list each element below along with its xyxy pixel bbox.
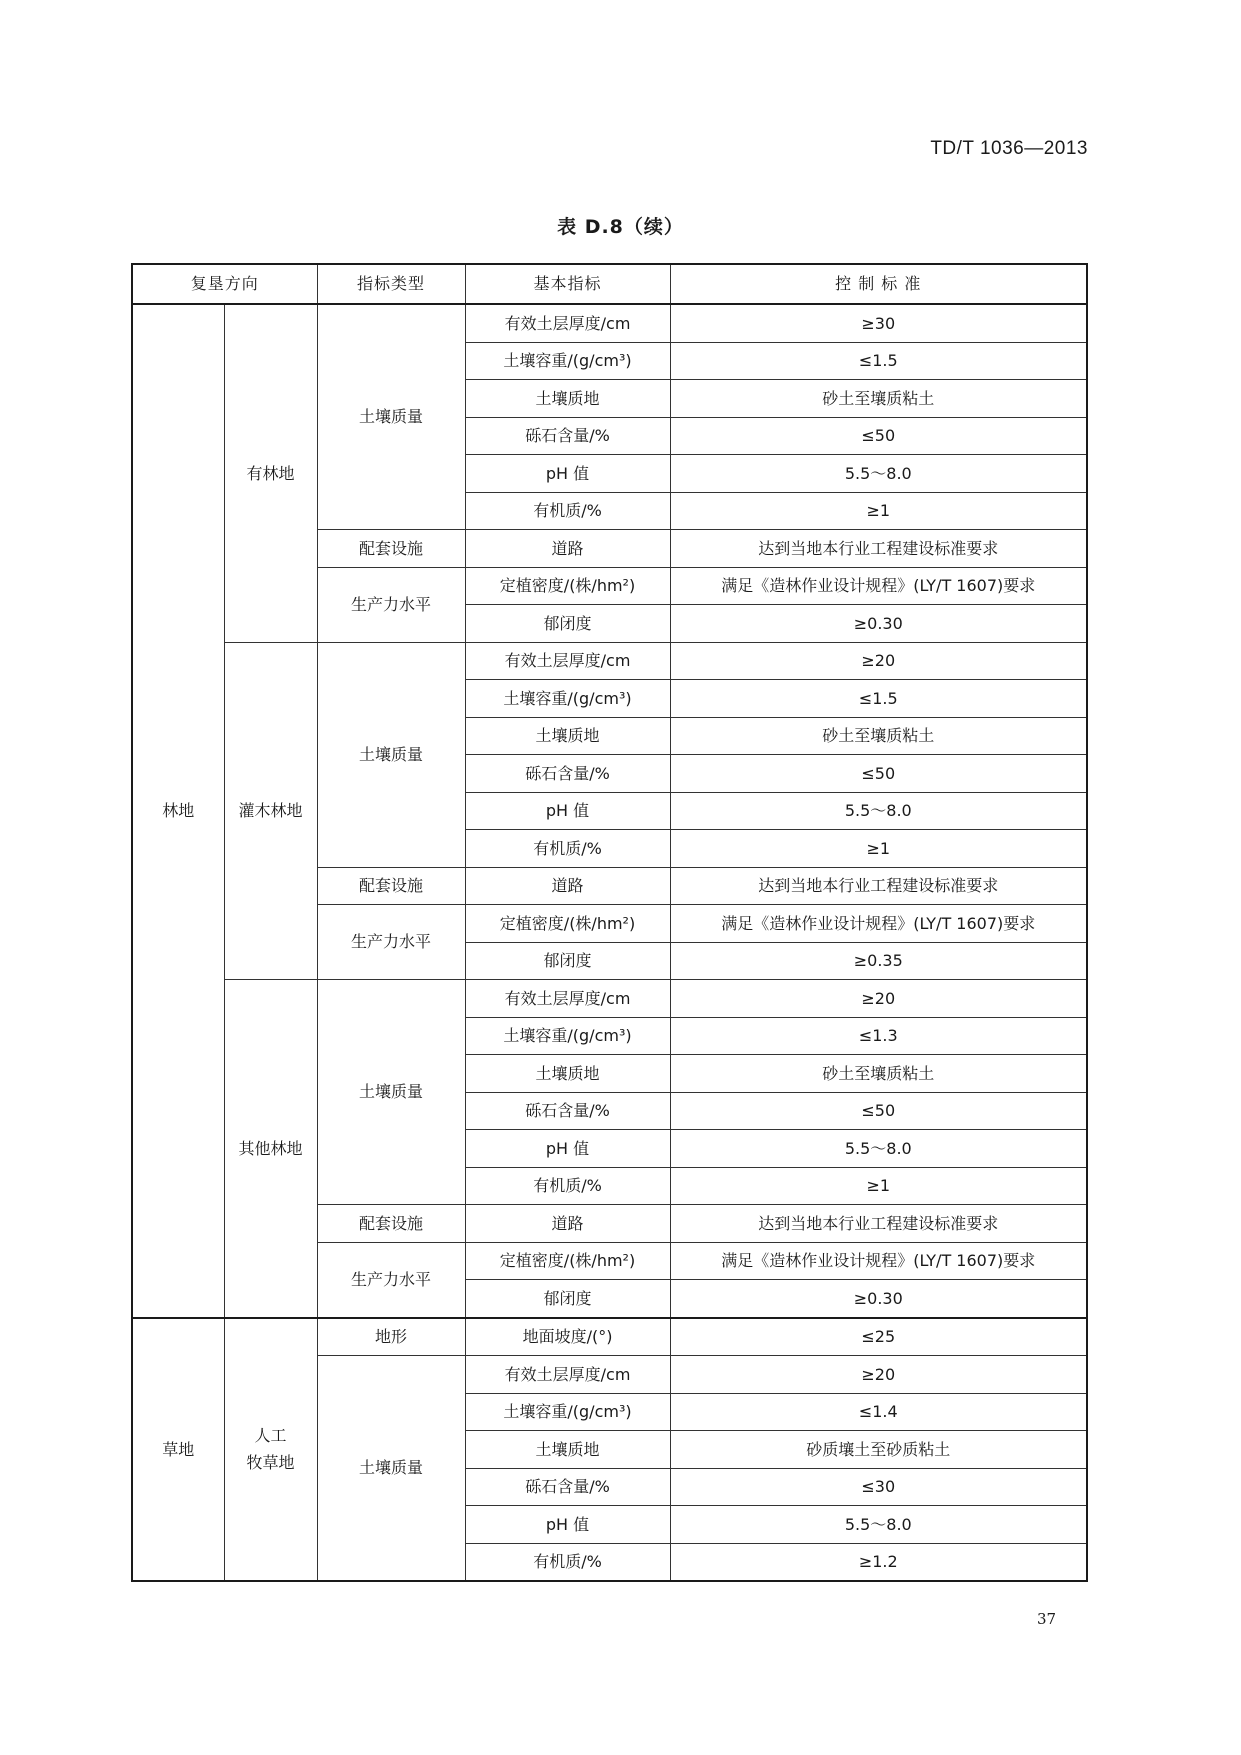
indicator-cell: 有机质/% (465, 1543, 670, 1581)
standard-cell: ≤30 (670, 1468, 1087, 1506)
indicator-cell: 土壤质地 (465, 1055, 670, 1093)
table-row (132, 980, 1087, 1018)
standard-cell: 砂质壤土至砂质粘土 (670, 1431, 1087, 1469)
indicator-cell: 道路 (465, 530, 670, 568)
indicator-cell: 有效土层厚度/cm (465, 642, 670, 680)
standard-cell: ≥20 (670, 642, 1087, 680)
indicator-cell: 定植密度/(株/hm²) (465, 1242, 670, 1280)
header-basic-indicator: 基本指标 (465, 264, 670, 304)
indicator-type-cell: 配套设施 (317, 867, 465, 905)
standard-cell: 5.5～8.0 (670, 792, 1087, 830)
standard-cell: ≥20 (670, 1356, 1087, 1394)
indicator-type-cell: 生产力水平 (317, 905, 465, 980)
header-control-standard: 控 制 标 准 (670, 264, 1087, 304)
standard-cell: ≤1.4 (670, 1393, 1087, 1431)
indicator-cell: 郁闭度 (465, 1280, 670, 1318)
indicator-cell: pH 值 (465, 1130, 670, 1168)
indicator-cell: 砾石含量/% (465, 1468, 670, 1506)
direction-cell: 草地 (132, 1318, 224, 1582)
indicator-cell: 有机质/% (465, 492, 670, 530)
indicator-cell: 地面坡度/(°) (465, 1318, 670, 1356)
standard-cell: 达到当地本行业工程建设标准要求 (670, 867, 1087, 905)
standard-cell: ≤1.3 (670, 1017, 1087, 1055)
standard-cell: 砂土至壤质粘土 (670, 380, 1087, 418)
subtype-cell: 其他林地 (224, 980, 317, 1318)
indicator-cell: 土壤容重/(g/cm³) (465, 342, 670, 380)
standard-cell: ≤25 (670, 1318, 1087, 1356)
table-row (132, 304, 1087, 342)
standard-cell: ≥1 (670, 1167, 1087, 1205)
indicator-cell: 砾石含量/% (465, 1092, 670, 1130)
indicator-type-cell: 配套设施 (317, 530, 465, 568)
standard-cell: 达到当地本行业工程建设标准要求 (670, 530, 1087, 568)
standard-cell: 5.5～8.0 (670, 455, 1087, 493)
standard-cell: ≤1.5 (670, 342, 1087, 380)
indicator-type-cell: 生产力水平 (317, 1242, 465, 1318)
standard-cell: 5.5～8.0 (670, 1130, 1087, 1168)
direction-cell: 林地 (132, 304, 224, 1318)
indicator-cell: pH 值 (465, 455, 670, 493)
standard-cell: 满足《造林作业设计规程》(LY/T 1607)要求 (670, 1242, 1087, 1280)
indicator-cell: 土壤容重/(g/cm³) (465, 680, 670, 718)
subtype-cell: 人工 牧草地 (224, 1318, 317, 1582)
indicator-cell: pH 值 (465, 1506, 670, 1544)
standard-cell: ≥0.30 (670, 605, 1087, 643)
indicator-type-cell: 土壤质量 (317, 304, 465, 530)
indicator-type-cell: 土壤质量 (317, 642, 465, 867)
standard-cell: 5.5～8.0 (670, 1506, 1087, 1544)
table-header-row (132, 264, 1087, 304)
indicator-type-cell: 土壤质量 (317, 1356, 465, 1582)
standard-cell: 砂土至壤质粘土 (670, 717, 1087, 755)
standard-cell: ≥0.30 (670, 1280, 1087, 1318)
standard-cell: 达到当地本行业工程建设标准要求 (670, 1205, 1087, 1243)
indicator-cell: 土壤质地 (465, 717, 670, 755)
table-title: 表 D.8（续） (557, 216, 684, 238)
page-number: 37 (1037, 1610, 1057, 1628)
standard-cell: ≤1.5 (670, 680, 1087, 718)
indicator-type-cell: 配套设施 (317, 1205, 465, 1243)
subtype-cell: 灌木林地 (224, 642, 317, 980)
indicator-cell: pH 值 (465, 792, 670, 830)
standard-cell: ≥30 (670, 304, 1087, 342)
indicator-type-cell: 土壤质量 (317, 980, 465, 1205)
indicator-type-cell: 地形 (317, 1318, 465, 1356)
indicator-cell: 土壤容重/(g/cm³) (465, 1393, 670, 1431)
indicator-cell: 有效土层厚度/cm (465, 980, 670, 1018)
standard-cell: ≥1.2 (670, 1543, 1087, 1581)
table-row (132, 642, 1087, 680)
indicator-cell: 有效土层厚度/cm (465, 1356, 670, 1394)
standard-cell: ≥1 (670, 492, 1087, 530)
indicator-cell: 有效土层厚度/cm (465, 304, 670, 342)
standard-cell: ≥1 (670, 830, 1087, 868)
indicator-cell: 有机质/% (465, 1167, 670, 1205)
indicator-cell: 砾石含量/% (465, 417, 670, 455)
standard-cell: ≥0.35 (670, 942, 1087, 980)
standard-cell: 满足《造林作业设计规程》(LY/T 1607)要求 (670, 567, 1087, 605)
standard-table (131, 263, 1088, 1582)
standard-cell: ≥20 (670, 980, 1087, 1018)
indicator-cell: 道路 (465, 1205, 670, 1243)
subtype-cell: 有林地 (224, 304, 317, 642)
indicator-cell: 定植密度/(株/hm²) (465, 567, 670, 605)
header-indicator-type: 指标类型 (317, 264, 465, 304)
indicator-cell: 郁闭度 (465, 942, 670, 980)
indicator-cell: 道路 (465, 867, 670, 905)
standard-cell: 满足《造林作业设计规程》(LY/T 1607)要求 (670, 905, 1087, 943)
indicator-cell: 砾石含量/% (465, 755, 670, 793)
standard-code: TD/T 1036—2013 (930, 138, 1088, 159)
indicator-cell: 土壤容重/(g/cm³) (465, 1017, 670, 1055)
standard-cell: 砂土至壤质粘土 (670, 1055, 1087, 1093)
indicator-type-cell: 生产力水平 (317, 567, 465, 642)
table-row (132, 1318, 1087, 1356)
indicator-cell: 有机质/% (465, 830, 670, 868)
indicator-cell: 土壤质地 (465, 1431, 670, 1469)
standard-cell: ≤50 (670, 1092, 1087, 1130)
header-direction: 复垦方向 (132, 264, 317, 304)
indicator-cell: 土壤质地 (465, 380, 670, 418)
standard-cell: ≤50 (670, 417, 1087, 455)
indicator-cell: 定植密度/(株/hm²) (465, 905, 670, 943)
standard-cell: ≤50 (670, 755, 1087, 793)
indicator-cell: 郁闭度 (465, 605, 670, 643)
